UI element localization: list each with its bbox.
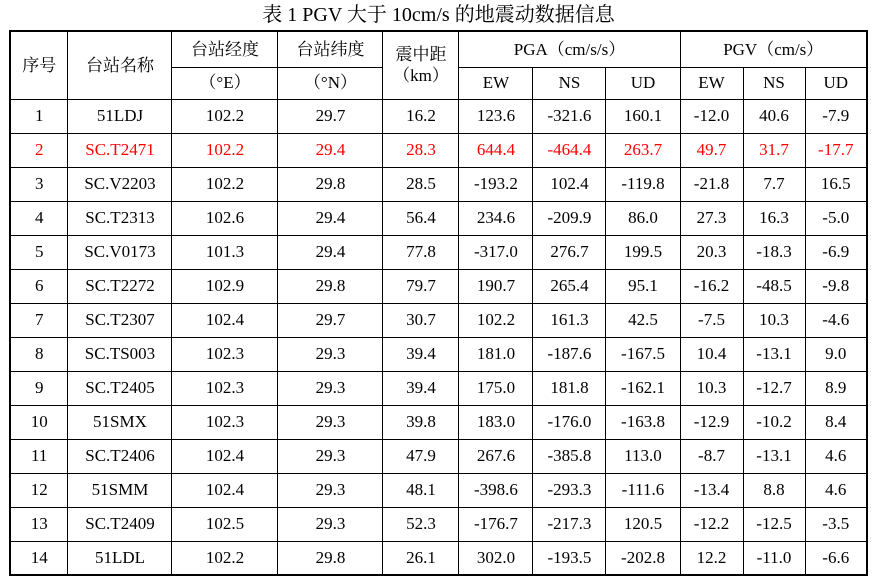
cell-latitude: 29.4: [278, 235, 383, 269]
cell-longitude: 102.2: [172, 133, 278, 167]
cell-station-name: 51LDJ: [68, 99, 172, 133]
cell-pga-ns: -209.9: [533, 201, 606, 235]
header-pga-group: PGA（cm/s/s）: [459, 31, 680, 67]
table-header: [10, 31, 867, 99]
cell-pga-ud: 263.7: [606, 133, 680, 167]
cell-epicentral-distance: 48.1: [383, 473, 459, 507]
cell-index: 4: [10, 201, 68, 235]
cell-index: 9: [10, 371, 68, 405]
cell-station-name: 51LDL: [68, 541, 172, 575]
cell-pgv-ns: -13.1: [743, 439, 805, 473]
cell-latitude: 29.3: [278, 439, 383, 473]
cell-longitude: 102.3: [172, 337, 278, 371]
cell-index: 12: [10, 473, 68, 507]
cell-pga-ns: -217.3: [533, 507, 606, 541]
cell-longitude: 102.5: [172, 507, 278, 541]
header-station-name: 台站名称: [68, 31, 172, 99]
header-latitude-unit: （°N）: [278, 67, 383, 99]
cell-epicentral-distance: 77.8: [383, 235, 459, 269]
cell-longitude: 102.6: [172, 201, 278, 235]
table-row: [10, 541, 867, 575]
cell-index: 2: [10, 133, 68, 167]
header-pga-ew: EW: [459, 67, 533, 99]
cell-pga-ud: -163.8: [606, 405, 680, 439]
cell-latitude: 29.7: [278, 99, 383, 133]
cell-pga-ud: -167.5: [606, 337, 680, 371]
cell-index: 6: [10, 269, 68, 303]
cell-station-name: SC.T2406: [68, 439, 172, 473]
cell-pgv-ud: -6.6: [805, 541, 867, 575]
header-pgv-group: PGV（cm/s）: [680, 31, 867, 67]
cell-pga-ns: -293.3: [533, 473, 606, 507]
cell-latitude: 29.3: [278, 371, 383, 405]
cell-index: 8: [10, 337, 68, 371]
cell-pga-ew: 183.0: [459, 405, 533, 439]
cell-epicentral-distance: 16.2: [383, 99, 459, 133]
cell-pga-ns: -187.6: [533, 337, 606, 371]
cell-latitude: 29.3: [278, 405, 383, 439]
cell-pga-ns: 181.8: [533, 371, 606, 405]
table-body: [10, 99, 867, 575]
cell-pgv-ew: -7.5: [680, 303, 743, 337]
cell-pgv-ud: -5.0: [805, 201, 867, 235]
cell-latitude: 29.8: [278, 269, 383, 303]
cell-pga-ud: -111.6: [606, 473, 680, 507]
cell-pgv-ns: -10.2: [743, 405, 805, 439]
table-caption: 表 1 PGV 大于 10cm/s 的地震动数据信息: [262, 4, 615, 26]
header-latitude: 台站纬度: [278, 31, 383, 67]
table-row: [10, 303, 867, 337]
cell-latitude: 29.3: [278, 507, 383, 541]
cell-pga-ud: 42.5: [606, 303, 680, 337]
cell-pga-ew: 102.2: [459, 303, 533, 337]
cell-pgv-ud: 8.9: [805, 371, 867, 405]
cell-pgv-ud: -9.8: [805, 269, 867, 303]
cell-pga-ns: -176.0: [533, 405, 606, 439]
cell-latitude: 29.4: [278, 133, 383, 167]
cell-pgv-ns: 7.7: [743, 167, 805, 201]
cell-pgv-ud: 4.6: [805, 473, 867, 507]
cell-pgv-ew: 20.3: [680, 235, 743, 269]
cell-pga-ew: 190.7: [459, 269, 533, 303]
cell-longitude: 102.3: [172, 405, 278, 439]
cell-pgv-ns: -13.1: [743, 337, 805, 371]
header-pgv-ns: NS: [743, 67, 805, 99]
table-row: [10, 235, 867, 269]
cell-pgv-ew: -8.7: [680, 439, 743, 473]
cell-epicentral-distance: 39.4: [383, 371, 459, 405]
cell-station-name: SC.V2203: [68, 167, 172, 201]
cell-pga-ns: 161.3: [533, 303, 606, 337]
cell-pgv-ew: 10.3: [680, 371, 743, 405]
cell-pgv-ew: -21.8: [680, 167, 743, 201]
cell-longitude: 102.3: [172, 371, 278, 405]
cell-index: 7: [10, 303, 68, 337]
cell-pgv-ns: 16.3: [743, 201, 805, 235]
cell-station-name: SC.V0173: [68, 235, 172, 269]
cell-pgv-ew: 10.4: [680, 337, 743, 371]
cell-pgv-ud: -6.9: [805, 235, 867, 269]
cell-station-name: SC.T2409: [68, 507, 172, 541]
table-row: [10, 167, 867, 201]
cell-pga-ns: 276.7: [533, 235, 606, 269]
table-row: [10, 337, 867, 371]
cell-longitude: 102.4: [172, 303, 278, 337]
cell-station-name: SC.T2307: [68, 303, 172, 337]
cell-pgv-ud: 8.4: [805, 405, 867, 439]
cell-pga-ud: 95.1: [606, 269, 680, 303]
cell-pgv-ns: -18.3: [743, 235, 805, 269]
cell-pga-ew: 267.6: [459, 439, 533, 473]
header-pga-ud: UD: [606, 67, 680, 99]
cell-pgv-ew: 12.2: [680, 541, 743, 575]
cell-latitude: 29.3: [278, 473, 383, 507]
header-pgv-ew: EW: [680, 67, 743, 99]
cell-longitude: 102.9: [172, 269, 278, 303]
cell-pgv-ew: -16.2: [680, 269, 743, 303]
cell-pgv-ud: -3.5: [805, 507, 867, 541]
table-row: [10, 439, 867, 473]
cell-station-name: 51SMX: [68, 405, 172, 439]
table-row: [10, 405, 867, 439]
cell-epicentral-distance: 26.1: [383, 541, 459, 575]
cell-epicentral-distance: 52.3: [383, 507, 459, 541]
cell-station-name: 51SMM: [68, 473, 172, 507]
cell-pgv-ns: -11.0: [743, 541, 805, 575]
cell-pgv-ud: 16.5: [805, 167, 867, 201]
cell-pgv-ew: -13.4: [680, 473, 743, 507]
cell-latitude: 29.7: [278, 303, 383, 337]
cell-longitude: 102.4: [172, 473, 278, 507]
cell-pgv-ud: -17.7: [805, 133, 867, 167]
cell-index: 3: [10, 167, 68, 201]
table-row: [10, 371, 867, 405]
cell-epicentral-distance: 39.8: [383, 405, 459, 439]
cell-pga-ew: 234.6: [459, 201, 533, 235]
cell-pga-ew: 644.4: [459, 133, 533, 167]
cell-longitude: 102.2: [172, 167, 278, 201]
cell-pgv-ud: 4.6: [805, 439, 867, 473]
cell-pgv-ew: -12.2: [680, 507, 743, 541]
cell-index: 14: [10, 541, 68, 575]
table-row: [10, 473, 867, 507]
cell-index: 10: [10, 405, 68, 439]
cell-epicentral-distance: 47.9: [383, 439, 459, 473]
table-row: [10, 269, 867, 303]
cell-pga-ew: 123.6: [459, 99, 533, 133]
cell-pgv-ew: -12.9: [680, 405, 743, 439]
cell-longitude: 102.2: [172, 99, 278, 133]
cell-pgv-ns: 10.3: [743, 303, 805, 337]
cell-pga-ns: 265.4: [533, 269, 606, 303]
cell-pgv-ew: 27.3: [680, 201, 743, 235]
header-pgv-ud: UD: [805, 67, 867, 99]
cell-pga-ud: -119.8: [606, 167, 680, 201]
cell-pga-ns: -385.8: [533, 439, 606, 473]
cell-pga-ud: -202.8: [606, 541, 680, 575]
cell-pga-ew: -317.0: [459, 235, 533, 269]
cell-longitude: 102.2: [172, 541, 278, 575]
cell-epicentral-distance: 56.4: [383, 201, 459, 235]
cell-pga-ew: -193.2: [459, 167, 533, 201]
cell-pga-ns: -193.5: [533, 541, 606, 575]
cell-pgv-ud: 9.0: [805, 337, 867, 371]
cell-epicentral-distance: 79.7: [383, 269, 459, 303]
seismic-data-table: [9, 30, 868, 576]
cell-pgv-ns: 40.6: [743, 99, 805, 133]
cell-index: 11: [10, 439, 68, 473]
cell-station-name: SC.T2272: [68, 269, 172, 303]
cell-pga-ew: -176.7: [459, 507, 533, 541]
cell-index: 5: [10, 235, 68, 269]
cell-station-name: SC.T2405: [68, 371, 172, 405]
cell-epicentral-distance: 39.4: [383, 337, 459, 371]
cell-station-name: SC.TS003: [68, 337, 172, 371]
header-epicentral-distance-label: 震中距: [395, 45, 447, 64]
cell-pga-ew: 175.0: [459, 371, 533, 405]
cell-latitude: 29.8: [278, 541, 383, 575]
cell-pgv-ns: -12.5: [743, 507, 805, 541]
cell-pgv-ew: -12.0: [680, 99, 743, 133]
cell-pgv-ns: -48.5: [743, 269, 805, 303]
cell-longitude: 101.3: [172, 235, 278, 269]
cell-latitude: 29.3: [278, 337, 383, 371]
header-index: 序号: [10, 31, 68, 99]
cell-pga-ud: 120.5: [606, 507, 680, 541]
cell-pga-ud: 86.0: [606, 201, 680, 235]
table-row: [10, 201, 867, 235]
cell-epicentral-distance: 28.5: [383, 167, 459, 201]
cell-pgv-ew: 49.7: [680, 133, 743, 167]
cell-pgv-ns: -12.7: [743, 371, 805, 405]
cell-pgv-ns: 8.8: [743, 473, 805, 507]
cell-pgv-ud: -7.9: [805, 99, 867, 133]
cell-latitude: 29.8: [278, 167, 383, 201]
cell-station-name: SC.T2313: [68, 201, 172, 235]
cell-pga-ew: -398.6: [459, 473, 533, 507]
cell-pga-ns: -321.6: [533, 99, 606, 133]
cell-pga-ew: 181.0: [459, 337, 533, 371]
cell-pgv-ns: 31.7: [743, 133, 805, 167]
cell-index: 1: [10, 99, 68, 133]
cell-longitude: 102.4: [172, 439, 278, 473]
cell-pga-ew: 302.0: [459, 541, 533, 575]
cell-pga-ns: 102.4: [533, 167, 606, 201]
cell-epicentral-distance: 28.3: [383, 133, 459, 167]
header-epicentral-distance: [383, 31, 459, 99]
header-longitude-unit: （°E）: [172, 67, 278, 99]
header-longitude: 台站经度: [172, 31, 278, 67]
table-row: [10, 133, 867, 167]
table-row: [10, 99, 867, 133]
table-row: [10, 507, 867, 541]
cell-latitude: 29.4: [278, 201, 383, 235]
header-pga-ns: NS: [533, 67, 606, 99]
cell-pga-ud: 160.1: [606, 99, 680, 133]
cell-pga-ud: 113.0: [606, 439, 680, 473]
cell-pgv-ud: -4.6: [805, 303, 867, 337]
cell-pga-ns: -464.4: [533, 133, 606, 167]
cell-pga-ud: 199.5: [606, 235, 680, 269]
cell-index: 13: [10, 507, 68, 541]
header-epicentral-distance-unit: （km）: [393, 66, 449, 86]
cell-station-name: SC.T2471: [68, 133, 172, 167]
cell-pga-ud: -162.1: [606, 371, 680, 405]
cell-epicentral-distance: 30.7: [383, 303, 459, 337]
